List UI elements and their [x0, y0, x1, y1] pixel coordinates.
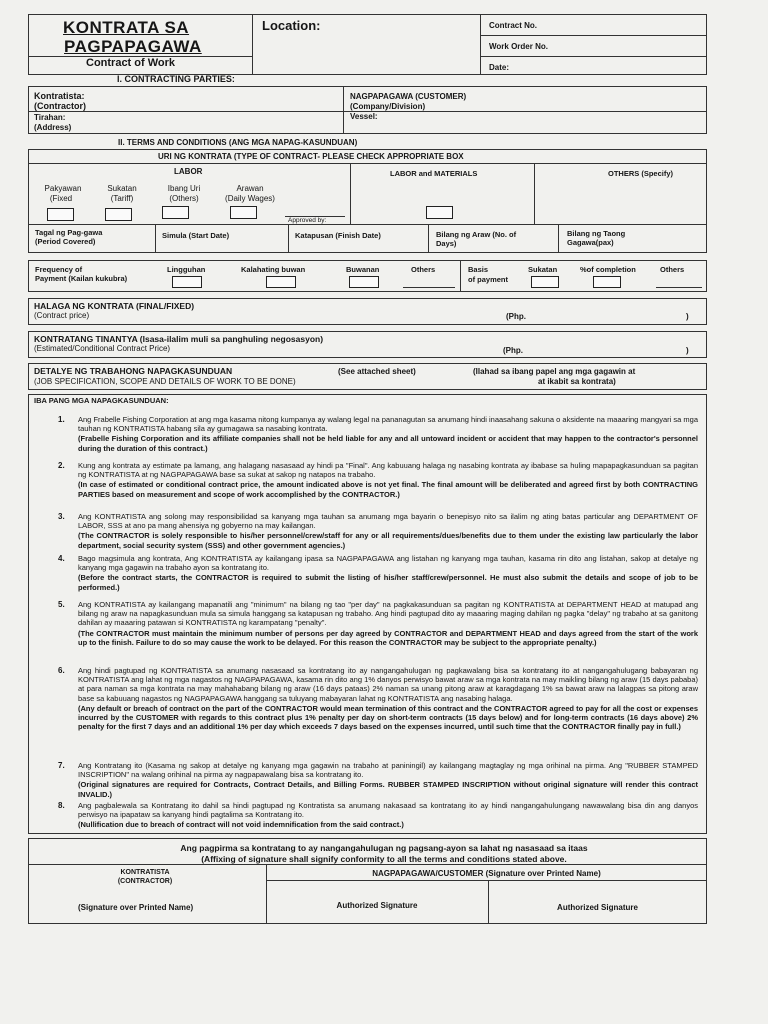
simula-label: Simula (Start Date)	[162, 231, 230, 240]
approved-by-label: Approved by:	[288, 217, 327, 224]
pakyawan-label: Pakyawan	[44, 184, 82, 193]
details-ilahad-2: at ikabit sa kontrata)	[538, 377, 616, 386]
contract-no-label: Contract No.	[489, 21, 537, 30]
contract-type-div-1	[350, 163, 351, 224]
form-title-line2: PAGPAPAGAWA	[64, 37, 202, 56]
condition-5-number: 5.	[58, 600, 65, 609]
condition-8-number: 8.	[58, 801, 65, 810]
work-order-label: Work Order No.	[489, 42, 548, 51]
date-label: Date:	[489, 63, 510, 72]
period-div-1	[155, 224, 156, 253]
tagal-label: Tagal ng Pag-gawa	[35, 228, 103, 237]
section-terms: II. TERMS AND CONDITIONS (ANG MGA NAPAG-KASUNDUAN)	[118, 138, 358, 147]
kalahating-checkbox[interactable]	[266, 276, 296, 288]
condition-3	[78, 512, 698, 551]
final-php-label: (Php.	[506, 312, 526, 321]
signature-div-2	[488, 880, 489, 924]
freq-others-line	[403, 287, 455, 288]
condition-5-english: (The CONTRACTOR must maintain the minimum number of persons per day agreed by CONTRACTOR and DEPARTMENT HEAD and days agreed from the start of the work up to the finish. Failure to do so may cause the work to be delayed. For this reason the CONTRACTOR may be subject to the appropriate penalty.)	[78, 628, 698, 647]
estimated-price-title: KONTRATANG TINANTYA (Isasa-ilalim muli sa panghuling negosasyon)	[34, 334, 324, 344]
signature-sub-line	[266, 880, 707, 881]
days-label: Days)	[436, 239, 457, 248]
details-sub: (JOB SPECIFICATION, SCOPE AND DETAILS OF WORK TO BE DONE)	[34, 377, 296, 386]
condition-3-filipino: Ang KONTRATISTA ang solong may responsibilidad sa kanyang mga tauhan sa anumang mga bayarin o benepisyo nito sa ilalim ng ating batas particular ang DEPARTMENT OF LABOR, SSS at ano pa mang ahensiya ng gobyerno na may kailangan.	[78, 512, 698, 531]
basis-others-label: Others	[660, 265, 685, 274]
final-price-sub: (Contract price)	[34, 311, 90, 320]
arawan-checkbox[interactable]	[230, 206, 257, 219]
condition-1-number: 1.	[58, 415, 65, 424]
ibang-uri-sub: (Others)	[169, 194, 199, 203]
condition-4-english: (Before the contract starts, the CONTRACTOR is required to submit the listing of his/her staff/crew/personnel. He must also submit the details and scope of job to be performed.)	[78, 573, 698, 592]
type-of-contract-header: URI NG KONTRATA (TYPE OF CONTRACT- PLEASE CHECK APPROPRIATE BOX	[158, 152, 464, 161]
estimated-php-close: )	[686, 346, 689, 355]
condition-8-english: (Nullification due to breach of contract will not void indemnification from the said contract.)	[78, 820, 404, 830]
basis-label-2: of payment	[468, 275, 509, 284]
condition-7-english: (Original signatures are required for Contracts, Contract Details, and Billing Forms. RUBBER STAMPED INSCRIPTION without original signature will render this contract INVALID.)	[78, 780, 698, 799]
condition-1	[78, 415, 698, 454]
contract-type-labor-line	[28, 224, 707, 225]
estimated-price-sub: (Estimated/Conditional Contract Price)	[34, 344, 171, 353]
header-divider-left	[252, 14, 253, 75]
condition-5	[78, 600, 698, 648]
basis-label-1: Basis	[468, 265, 489, 274]
buwanan-checkbox[interactable]	[349, 276, 379, 288]
condition-6-number: 6.	[58, 666, 65, 675]
completion-label: %of completion	[580, 265, 636, 274]
condition-2-number: 2.	[58, 461, 65, 470]
authorized-signature-2: Authorized Signature	[557, 903, 638, 912]
condition-4-number: 4.	[58, 554, 65, 563]
details-attached: (See attached sheet)	[338, 367, 416, 376]
frequency-divider	[460, 260, 461, 292]
contractor-label: (Contractor)	[34, 101, 86, 111]
period-div-4	[558, 224, 559, 253]
final-php-close: )	[686, 312, 689, 321]
contract-type-div-2	[534, 163, 535, 224]
condition-5-filipino: Ang KONTRATISTA ay kailangang mapanatili ang "minimum" na bilang ng tao "per day" na pagkakasunduan sa pagitan ng KONTRATISTA at DEPARTMENT HEAD at matupad ang bilang ng araw na napagkasunduan mula sa simula hanggang sa katapusan ng trabaho. Ang hindi pagtupad dito ay maaaring maging dahilan ng pagka "delay" ng trabaho at sa ganitong dahilan ay maaaring patawan si KONTRATISTA ng karampatang "penalty".	[78, 600, 698, 628]
condition-2	[78, 461, 698, 500]
completion-checkbox[interactable]	[593, 276, 621, 288]
katapusan-label: Katapusan (Finish Date)	[295, 231, 381, 240]
contractor-sig-label: (CONTRACTOR)	[117, 878, 173, 885]
ibang-uri-label: Ibang Uri	[167, 184, 201, 193]
lingguhan-label: Lingguhan	[167, 265, 206, 274]
arawan-label: Arawan	[236, 184, 264, 193]
final-price-title: HALAGA NG KONTRATA (FINAL/FIXED)	[34, 301, 195, 311]
frequency-label-2: Payment (Kailan kukubra)	[35, 274, 128, 283]
condition-3-english: (The CONTRACTOR is solely responsible to his/her personnel/crew/staff for any or all requirements/dues/benefits due to them under the existing law particularly the labor department, social security system (SSS) and other government agencies.)	[78, 531, 698, 550]
condition-4-filipino: Bago magsimula ang kontrata, Ang KONTRATISTA ay kailangang ipasa sa NAGPAPAGAWA ang listahan ng kanyang mga tauhan, kasama rin dito ang listahan, sakop at detalye ng kanyang mga gagawin na trabaho ayon sa kontratang ito.	[78, 554, 698, 573]
kontratista-label: Kontratista:	[34, 91, 85, 101]
condition-7	[78, 761, 698, 800]
estimated-php-label: (Php.	[503, 346, 523, 355]
condition-8	[78, 801, 698, 831]
period-label: (Period Covered)	[35, 237, 96, 246]
kalahating-label: Kalahating buwan	[241, 265, 306, 274]
form-subtitle: Contract of Work	[86, 57, 176, 69]
condition-3-number: 3.	[58, 512, 65, 521]
labor-materials-header: LABOR and MATERIALS	[390, 169, 478, 178]
condition-7-filipino: Ang Kontratang ito (Kasama ng sakop at detalye ng kanyang mga gagawin na trabaho at paniningil) ay kailangang magtaglay ng mga orihinal na pirma. Ang "RUBBER STAMPED INSCRIPTION" na walang orihinal na pirma ay nagpapawalang bisa sa kontratang ito.	[78, 761, 698, 780]
authorized-signature-1: Authorized Signature	[336, 901, 418, 910]
sukatan-label: Sukatan	[107, 184, 137, 193]
section-contracting-parties: I. CONTRACTING PARTIES:	[117, 74, 235, 84]
kontratista-sig-label: KONTRATISTA	[120, 869, 170, 876]
others-header: OTHERS (Specify)	[608, 169, 674, 178]
details-title: DETALYE NG TRABAHONG NAPAGKASUNDUAN	[34, 366, 233, 376]
bilang-araw-label: Bilang ng Araw (No. of	[436, 230, 517, 239]
details-ilahad-1: (Ilahad sa ibang papel ang mga gagawin at	[473, 367, 636, 376]
contract-type-header-line	[28, 163, 707, 164]
customer-label: NAGPAPAGAWA (CUSTOMER)	[350, 92, 467, 101]
buwanan-label: Buwanan	[346, 265, 380, 274]
sukatan-checkbox[interactable]	[105, 208, 132, 221]
condition-6-filipino: Ang hindi pagtupad ng KONTRATISTA sa anumang nasasaad sa kontratang ito ay nangangahulugan ng pagkawalang bisa sa kontratang ito at nangangahulugang babayaran ng KONTRATISTA ang lahat ng mga nagastos ng NAGPAPAGAWA, kasama rin dito ang 1% danyos perwisyo bawat araw sa mga kontrata na may maikling bilang ng araw (15 days pababa) at para naman sa mga kontrata na may mahahabang bilang ng araw (16 days pataas) 2% naman sa unang pitong araw at karagdagang 1% sa bawat araw na lalagpas sa pitong araw base sa kabuuang nagastos ng NAGPAPAGAWA hanggang sa tuluyang mabayaran lahat ng KONTRATISTA ang nasabing halaga.	[78, 666, 698, 703]
basis-others-line	[656, 287, 702, 288]
header-row-line-1	[480, 35, 707, 36]
condition-4	[78, 554, 698, 593]
signature-printed-name-label: (Signature over Printed Name)	[78, 903, 194, 912]
condition-1-filipino: Ang Frabelle Fishing Corporation at ang mga kasama nitong kumpanya ay walang legal na pananagutan sa anumang hindi inaasahang sakuna o aksidente na maaaring mangyari sa mga tauhan ng KONTRATISTA habang sila ay gumagawa sa nasabing kontrata.	[78, 415, 698, 434]
form-title-line1: KONTRATA SA	[63, 18, 190, 37]
pakyawan-sub: (Fixed	[49, 194, 73, 203]
condition-2-filipino: Kung ang kontrata ay estimate pa lamang, ang halagang nasasaad ay hindi pa "Final". Ang kabuuang halaga ng nasabing kontrata ay ibabase sa huling mapapagkasunduan sa pagitan ng KONTRATISTA at ng NAGPAPAGAWA base sa sukat at sakop ng natapos na trabaho.	[78, 461, 698, 480]
vessel-label: Vessel:	[350, 112, 378, 121]
address-label: (Address)	[34, 123, 72, 132]
condition-6-english: (Any default or breach of contract on the part of the CONTRACTOR would mean termination of this contract and the CONTRACTOR agreed to pay for all the cost or expenses incurred by the CUSTOMER with regards to this contract plus 1% penalty per day on short-term contracts (15 days below) and for long-term contracts (16 days above) 2% penalty for the first 7 days and an additional 1% per day which exceeds 7 days based on the expenses incurred, until such time that the CONTRACTOR finally pay in full.)	[78, 703, 698, 732]
sukatan-sub: (Tariff)	[110, 194, 134, 203]
header-divider-right	[480, 14, 481, 75]
parties-divider	[343, 86, 344, 134]
conditions-title: IBA PANG MGA NAPAGKASUNDUAN:	[34, 396, 169, 405]
ibang-uri-checkbox[interactable]	[162, 206, 189, 219]
company-label: (Company/Division)	[350, 102, 426, 111]
signature-header-line	[28, 864, 707, 865]
period-div-3	[428, 224, 429, 253]
freq-others-label: Others	[411, 265, 436, 274]
location-label: Location:	[262, 18, 321, 33]
labor-header: LABOR	[174, 167, 203, 176]
gagawa-label: Gagawa(pax)	[567, 238, 614, 247]
header-row-line-2	[480, 56, 707, 57]
arawan-sub: (Daily Wages)	[225, 194, 275, 203]
condition-1-english: (Frabelle Fishing Corporation and its affiliate companies shall not be held liable for any and all untoward incident or accident that may happen to the contractor's personnel during the duration of this contract.)	[78, 434, 698, 453]
tirahan-label: Tirahan:	[34, 113, 66, 122]
basis-sukatan-label: Sukatan	[528, 265, 558, 274]
bilang-taong-label: Bilang ng Taong	[567, 229, 626, 238]
period-div-2	[288, 224, 289, 253]
pakyawan-checkbox[interactable]	[47, 208, 74, 221]
labor-materials-checkbox[interactable]	[426, 206, 453, 219]
condition-2-english: (In case of estimated or conditional contract price, the amount indicated above is not yet final. The final amount will be deliberated and agreed first by both CONTRACTING PARTIES based on measurement and scope of work accomplished by the CONTRACTOR.)	[78, 480, 698, 499]
basis-sukatan-checkbox[interactable]	[531, 276, 559, 288]
lingguhan-checkbox[interactable]	[172, 276, 202, 288]
condition-6	[78, 666, 698, 732]
condition-8-filipino: Ang pagbalewala sa Kontratang ito dahil sa hindi pagtupad ng Kontratista sa anumang nakasaad sa kontratang ito ay hindi nangangahulungang nawawalang bisa din ang danyos perwisyo na ipapataw sa kanyang hindi pagtalima sa Kontratang ito.	[78, 801, 698, 820]
conformity-line-1: Ang pagpirma sa kontratang to ay nangangahulugan ng pagsang-ayon sa lahat ng nasasaad sa itaas	[180, 843, 588, 853]
condition-7-number: 7.	[58, 761, 65, 770]
conformity-line-2: (Affixing of signature shall signify conformity to all the terms and conditions stated above.	[201, 854, 567, 864]
frequency-label-1: Frequency of	[35, 265, 83, 274]
customer-sig-label: NAGPAPAGAWA/CUSTOMER (Signature over Printed Name)	[372, 869, 601, 878]
